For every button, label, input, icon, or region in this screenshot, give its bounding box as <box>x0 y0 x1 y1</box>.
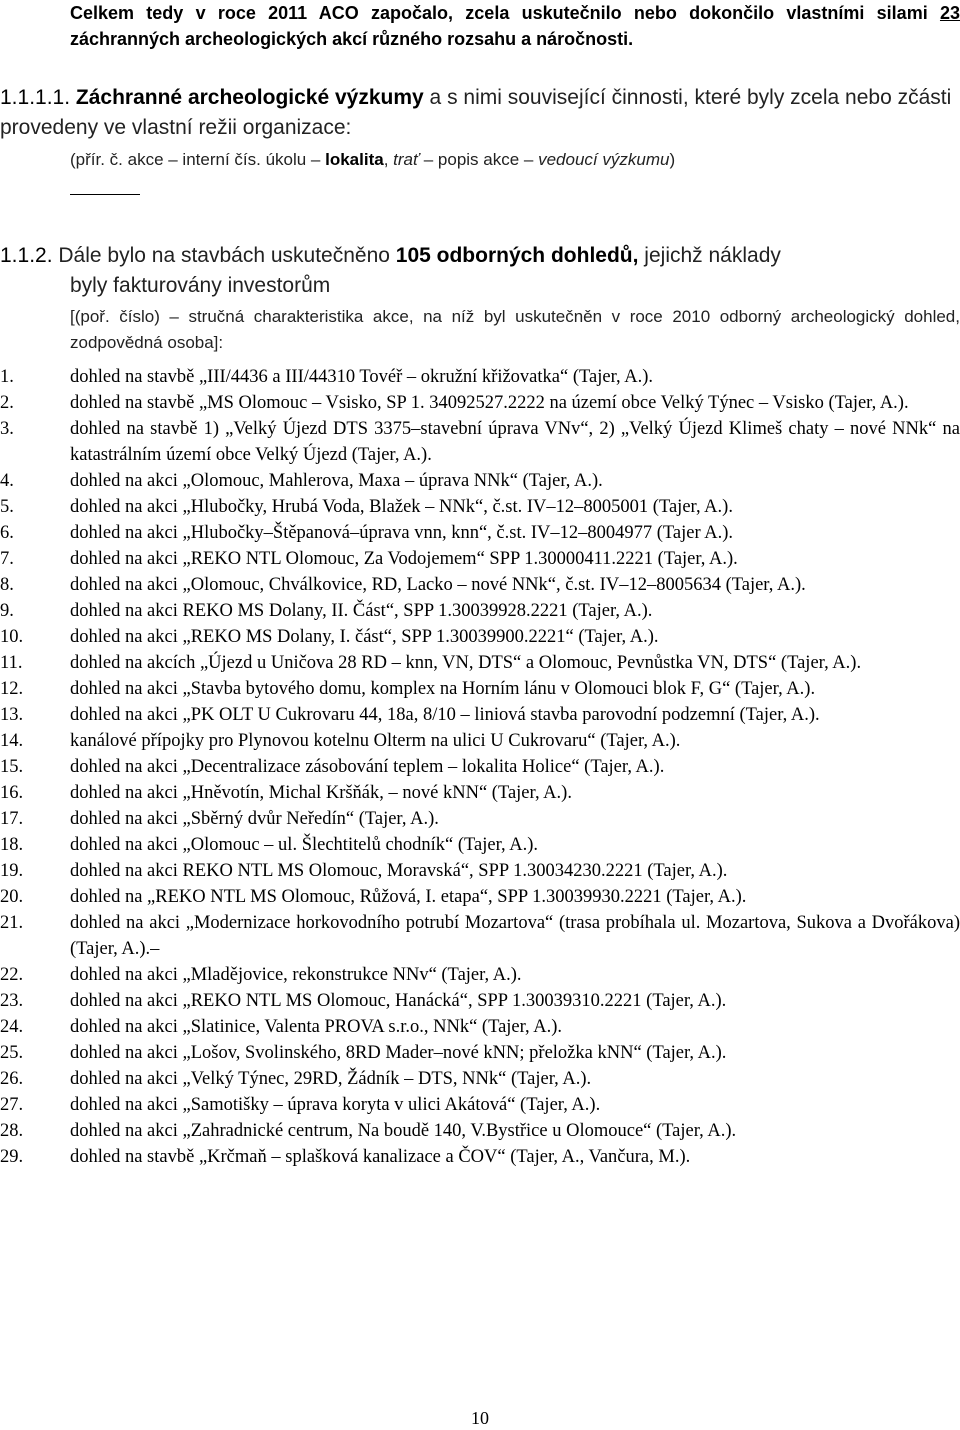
list-item-number: 23. <box>0 991 24 1011</box>
legend-mid: – popis akce – <box>419 150 539 169</box>
list-item-text: dohled na stavbě „III/4436 a III/44310 Tovéř – okružní křižovatka“ (Tajer, A.). <box>70 367 653 387</box>
list-item-number: 8. <box>0 575 14 595</box>
list-item-number: 22. <box>0 965 24 985</box>
list-item-text: kanálové přípojky pro Plynovou kotelnu Olterm na ulici U Cukrovaru“ (Tajer, A.). <box>70 731 681 751</box>
list-item <box>0 1066 960 1092</box>
list-item-number: 1. <box>0 367 14 387</box>
list-item-text: dohled na akci „REKO MS Dolany, I. část“, SPP 1.30039900.2221“ (Tajer, A.). <box>70 627 659 647</box>
section-1-legend <box>70 147 950 173</box>
list-item-text: dohled na akci „Decentralizace zásobování teplem – lokalita Holice“ (Tajer, A.). <box>70 757 665 777</box>
list-item-number: 7. <box>0 549 14 569</box>
list-item <box>0 364 960 390</box>
list-item-number: 21. <box>0 913 24 933</box>
section-1-number: 1.1.1.1. <box>0 86 71 109</box>
list-item-text: dohled na akci „Lošov, Svolinského, 8RD Mader–nové kNN; přeložka kNN“ (Tajer, A.). <box>70 1043 727 1063</box>
list-item-number: 28. <box>0 1121 24 1141</box>
list-item-number: 24. <box>0 1017 24 1037</box>
list-item-number: 14. <box>0 731 24 751</box>
list-item-number: 26. <box>0 1069 24 1089</box>
legend-sep: , <box>383 150 394 169</box>
section-1-title-bold: Záchranné archeologické výzkumy <box>75 86 424 109</box>
list-item-text: dohled na akcích „Újezd u Uničova 28 RD – knn, VN, DTS“ a Olomouc, Pevnůstka VN, DTS“ (Tajer, A.). <box>70 653 862 673</box>
list-item <box>0 1092 960 1118</box>
list-item-number: 16. <box>0 783 24 803</box>
list-item-number: 4. <box>0 471 14 491</box>
list-item-text: dohled na stavbě „MS Olomouc – Vsisko, SP 1. 34092527.2222 na území obce Velký Týnec – Vsisko (Tajer, A.). <box>70 393 909 413</box>
section-2-text-suffix: jejichž náklady <box>638 244 781 267</box>
list-item-text: dohled na stavbě „Krčmaň – splašková kanalizace a ČOV“ (Tajer, A., Vančura, M.). <box>70 1147 691 1167</box>
list-item <box>0 728 960 754</box>
intro-paragraph <box>70 0 960 52</box>
intro-count: 23 <box>939 3 960 23</box>
list-item <box>0 468 960 494</box>
list-item-text: dohled na akci „Hlubočky–Štěpanová–úprava vnn, knn“, č.st. IV–12–8004977 (Tajer A.). <box>70 523 733 543</box>
list-item-text: dohled na akci „Olomouc, Chválkovice, RD, Lacko – nové NNk“, č.st. IV–12–8005634 (Tajer, A.). <box>70 575 806 595</box>
list-item-text: dohled na stavbě 1) „Velký Újezd DTS 3375–stavební úprava VNv“, 2) „Velký Újezd Klimeš chaty – nové NNk“ na katastrálním území obce Velký Újezd (Tajer, A.). <box>70 419 960 465</box>
list-item-text: dohled na „REKO NTL MS Olomouc, Růžová, I. etapa“, SPP 1.30039930.2221 (Tajer, A.). <box>70 887 747 907</box>
list-item <box>0 598 960 624</box>
list-item-number: 27. <box>0 1095 24 1115</box>
legend-prefix: (přír. č. akce – interní čís. úkolu – <box>70 150 326 169</box>
list-item-text: dohled na akci „Samotišky – úprava koryta v ulici Akátová“ (Tajer, A.). <box>70 1095 601 1115</box>
list-item-number: 12. <box>0 679 24 699</box>
list-item-number: 6. <box>0 523 14 543</box>
list-item-text: dohled na akci „Mladějovice, rekonstrukce NNv“ (Tajer, A.). <box>70 965 522 985</box>
supervision-list <box>0 364 960 1170</box>
legend-end: ) <box>669 150 676 169</box>
list-item-text: dohled na akci „Zahradnické centrum, Na boudě 140, V.Bystřice u Olomouce“ (Tajer, A.). <box>70 1121 737 1141</box>
section-2-text-prefix: Dále bylo na stavbách uskutečněno <box>52 244 396 267</box>
list-item <box>0 832 960 858</box>
list-item-text: dohled na akci „Slatinice, Valenta PROVA s.r.o., NNk“ (Tajer, A.). <box>70 1017 563 1037</box>
section-2-text-bold: 105 odborných dohledů, <box>395 244 639 267</box>
list-item <box>0 910 960 962</box>
list-item-number: 9. <box>0 601 14 621</box>
list-item <box>0 546 960 572</box>
list-item-number: 3. <box>0 419 14 439</box>
list-item-number: 29. <box>0 1147 24 1167</box>
list-item-text: dohled na akci „Olomouc – ul. Šlechtitelů chodník“ (Tajer, A.). <box>70 835 539 855</box>
list-item-text: dohled na akci „Stavba bytového domu, komplex na Horním lánu v Olomouci blok F, G“ (Tajer, A.). <box>70 679 816 699</box>
list-item <box>0 572 960 598</box>
section-1-title-rest: a s nimi související činnosti, které byly zcela nebo zčásti provedeny ve vlastní režii organizace: <box>0 86 952 139</box>
intro-suffix: záchranných archeologických akcí různého rozsahu a náročnosti. <box>70 29 634 49</box>
section-2-heading <box>0 241 960 301</box>
intro-prefix: Celkem tedy v roce 2011 ACO započalo, zcela uskutečnilo nebo dokončilo vlastními silami <box>70 3 940 23</box>
legend-bold: lokalita <box>325 150 384 169</box>
list-item-number: 5. <box>0 497 14 517</box>
list-item-text: dohled na akci REKO NTL MS Olomouc, Moravská“, SPP 1.30034230.2221 (Tajer, A.). <box>70 861 728 881</box>
list-item <box>0 676 960 702</box>
list-item <box>0 1040 960 1066</box>
list-item-number: 15. <box>0 757 24 777</box>
list-item-text: dohled na akci „Sběrný dvůr Neředín“ (Tajer, A.). <box>70 809 439 829</box>
list-item-number: 18. <box>0 835 24 855</box>
list-item-text: dohled na akci „Velký Týnec, 29RD, Žádník – DTS, NNk“ (Tajer, A.). <box>70 1069 592 1089</box>
list-item <box>0 1014 960 1040</box>
list-item-number: 17. <box>0 809 24 829</box>
list-item-number: 13. <box>0 705 24 725</box>
list-item <box>0 494 960 520</box>
list-item <box>0 780 960 806</box>
list-item <box>0 702 960 728</box>
section-2-number: 1.1.2. <box>0 244 53 267</box>
list-item <box>0 884 960 910</box>
list-item-text: dohled na akci „Hlubočky, Hrubá Voda, Blažek – NNk“, č.st. IV–12–8005001 (Tajer, A.). <box>70 497 733 517</box>
list-item-number: 20. <box>0 887 24 907</box>
list-item <box>0 390 960 416</box>
legend-italic-1: trať <box>393 150 420 169</box>
section-1-heading <box>0 83 960 143</box>
legend-italic-2: vedoucí výzkumu <box>538 150 670 169</box>
list-item-text: dohled na akci „Modernizace horkovodního potrubí Mozartova“ (trasa probíhala ul. Mozartova, Sukova a Dvořákova) (Tajer, A.).– <box>70 913 960 959</box>
list-item-text: dohled na akci „REKO NTL Olomouc, Za Vodojemem“ SPP 1.30000411.2221 (Tajer, A.). <box>70 549 738 569</box>
list-item-text: dohled na akci REKO MS Dolany, II. Část“, SPP 1.30039928.2221 (Tajer, A.). <box>70 601 653 621</box>
list-item <box>0 416 960 468</box>
page-number: 10 <box>471 1408 489 1428</box>
list-item-number: 11. <box>0 653 23 673</box>
list-item <box>0 1118 960 1144</box>
list-item-text: dohled na akci „PK OLT U Cukrovaru 44, 18a, 8/10 – liniová stavba parovodní podzemní (Tajer, A.). <box>70 705 820 725</box>
list-item-number: 2. <box>0 393 14 413</box>
list-item <box>0 650 960 676</box>
list-item-number: 10. <box>0 627 24 647</box>
list-item-text: dohled na akci „Hněvotín, Michal Kršňák, – nové kNN“ (Tajer, A.). <box>70 783 572 803</box>
list-item <box>0 754 960 780</box>
list-item-number: 19. <box>0 861 24 881</box>
list-item <box>0 806 960 832</box>
empty-entry-line <box>70 194 140 195</box>
list-item <box>0 858 960 884</box>
list-item <box>0 624 960 650</box>
list-item-text: dohled na akci „REKO NTL MS Olomouc, Hanácká“, SPP 1.30039310.2221 (Tajer, A.). <box>70 991 727 1011</box>
list-item-text: dohled na akci „Olomouc, Mahlerova, Maxa – úprava NNk“ (Tajer, A.). <box>70 471 603 491</box>
section-2-legend: [(poř. číslo) – stručná charakteristika akce, na níž byl uskutečněn v roce 2010 odborný archeologický dohled, zodpovědná osoba]: <box>70 307 960 352</box>
list-item <box>0 520 960 546</box>
list-item <box>0 962 960 988</box>
list-item-number: 25. <box>0 1043 24 1063</box>
section-2-text-line2: byly fakturovány investorům <box>70 274 331 297</box>
list-item <box>0 1144 960 1170</box>
list-item <box>0 988 960 1014</box>
